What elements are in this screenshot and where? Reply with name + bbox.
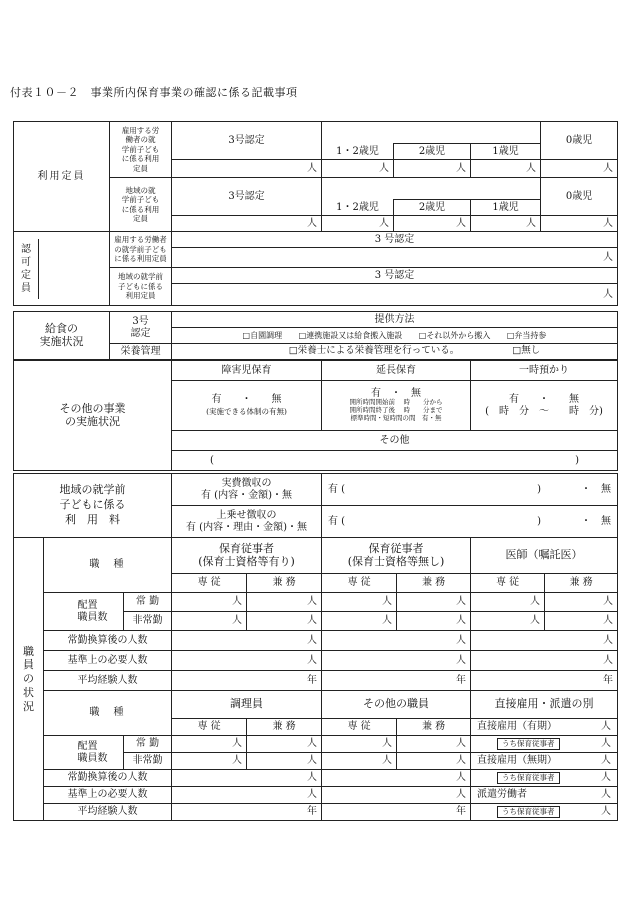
- nnq-fulltime-header: 専 従: [322, 574, 397, 593]
- os-required[interactable]: 人: [322, 787, 471, 804]
- doc-ft-part[interactable]: 人: [471, 612, 545, 631]
- nutrition-options: [172, 344, 618, 360]
- doc-cc-regular[interactable]: 人: [545, 593, 618, 612]
- capacity-local-label: 地域の就 学前子ども に係る利用 定員: [110, 178, 172, 232]
- cap-emp-age1[interactable]: 人: [471, 160, 541, 178]
- nq-required[interactable]: 人: [172, 651, 322, 671]
- age1-header-local: 1歳児: [471, 200, 541, 216]
- cook-concurrent-header: 兼 務: [247, 719, 322, 736]
- staff-label: 職 員 の 状 況: [14, 538, 44, 821]
- nq-ft-part[interactable]: 人: [172, 612, 247, 631]
- nnq-ft-regular[interactable]: 人: [322, 593, 397, 612]
- part-label-2: 非常勤: [124, 753, 172, 770]
- cap-loc-age1[interactable]: 人: [471, 216, 541, 232]
- nnq-cc-regular[interactable]: 人: [397, 593, 471, 612]
- placement-label: 配置 職員数: [76, 593, 124, 631]
- job-type-header-2: 職 種: [44, 691, 172, 736]
- extended-care-cell[interactable]: 有 ・ 無 開所時間開始前 時 分から 開所時間終了後 時 分まで 標準時間・短時間の間 有・無: [322, 381, 471, 431]
- regular-label: 常 勤: [124, 593, 172, 612]
- experience-label-2: 平均経験人数: [44, 804, 172, 821]
- option-partner-facility[interactable]: □連携施設又は給食搬入施設: [298, 330, 403, 340]
- cap-emp-age12[interactable]: 人: [322, 160, 394, 178]
- required-label-2: 基準上の必要人数: [44, 787, 172, 804]
- nnq-experience[interactable]: 年: [322, 671, 471, 691]
- cook-header: 調理員: [172, 691, 322, 719]
- cert3-header: 3号認定: [172, 122, 322, 160]
- cook-cc-regular[interactable]: 人: [247, 736, 322, 753]
- cap-loc-age12[interactable]: 人: [322, 216, 394, 232]
- direct-fixed-nurse-row[interactable]: うち保育従事者 人: [471, 736, 618, 753]
- cook-experience[interactable]: 年: [172, 804, 322, 821]
- meals-method-header: 提供方法: [172, 312, 618, 328]
- cap-emp-age2[interactable]: 人: [394, 160, 471, 178]
- age12-header-local: 1・2歳児: [322, 200, 394, 216]
- approved-loc-value[interactable]: 人: [172, 284, 618, 306]
- direct-fixed-row[interactable]: 直接雇用（有期） 人: [471, 719, 618, 736]
- nq-experience[interactable]: 年: [172, 671, 322, 691]
- os-concurrent-header: 兼 務: [397, 719, 471, 736]
- nurse-unqualified-header: 保育従事者 (保育士資格等無し): [322, 538, 471, 574]
- converted-label-2: 常勤換算後の人数: [44, 770, 172, 787]
- doc-cc-part[interactable]: 人: [545, 612, 618, 631]
- age2-header-local: 2歳児: [394, 200, 471, 216]
- doc-required[interactable]: 人: [471, 651, 618, 671]
- capacity-employee-label: 雇用する労 働者の就 学前子ども に係る利用 定員: [110, 122, 172, 178]
- other-business-label: その他の事業 の実施状況: [14, 361, 172, 471]
- os-experience[interactable]: 年: [322, 804, 471, 821]
- other-other-input[interactable]: ( ): [172, 451, 618, 471]
- capacity-table: [13, 121, 618, 306]
- temporary-care-header: 一時預かり: [471, 361, 618, 381]
- age2-header: 2歳児: [394, 144, 471, 160]
- os-ft-regular[interactable]: 人: [322, 736, 397, 753]
- cap-loc-age0[interactable]: 人: [541, 216, 618, 232]
- other-other-header: その他: [172, 431, 618, 451]
- cap-loc-cert3[interactable]: 人: [172, 216, 322, 232]
- job-type-header: 職 種: [44, 538, 172, 593]
- nnq-ft-part[interactable]: 人: [322, 612, 397, 631]
- cook-cc-part[interactable]: 人: [247, 753, 322, 770]
- option-other-delivery[interactable]: □それ以外から搬入: [418, 330, 491, 340]
- meals-label: 給食の 実施状況: [14, 312, 110, 360]
- fee-table: [13, 473, 618, 538]
- capacity-label: 利用定員: [14, 122, 110, 232]
- approved-emp-value[interactable]: 人: [172, 248, 618, 268]
- age0-header: 0歳児: [541, 122, 618, 160]
- doctor-header: 医師（嘱託医）: [471, 538, 618, 574]
- option-own-kitchen[interactable]: □自園調理: [242, 330, 283, 340]
- nnq-cc-part[interactable]: 人: [397, 612, 471, 631]
- os-cc-regular[interactable]: 人: [397, 736, 471, 753]
- page-title: 付表１０－２ 事業所内保育事業の確認に係る記載事項: [10, 86, 298, 99]
- dispatch-row[interactable]: 派遣労働者 人: [471, 787, 618, 804]
- fee-label: 地域の就学前 子どもに係る 利 用 料: [14, 474, 172, 538]
- nutrition-label: 栄養管理: [110, 344, 172, 360]
- direct-dispatch-header: 直接雇用・派遣の別: [471, 691, 618, 719]
- staff-table: [13, 537, 618, 821]
- cap-loc-age2[interactable]: 人: [394, 216, 471, 232]
- extra-fee-label: 上乗せ徴収の 有 (内容・理由・金額)・無: [172, 506, 322, 538]
- required-label: 基準上の必要人数: [44, 651, 172, 671]
- nq-converted[interactable]: 人: [172, 631, 322, 651]
- os-ft-part[interactable]: 人: [322, 753, 397, 770]
- doc-converted[interactable]: 人: [471, 631, 618, 651]
- converted-label: 常勤換算後の人数: [44, 631, 172, 651]
- approved-label: 認 可 定 員: [14, 232, 110, 306]
- placement-label-2: 配置 職員数: [76, 736, 124, 770]
- doc-fulltime-header: 専 従: [471, 574, 545, 593]
- nnq-required[interactable]: 人: [322, 651, 471, 671]
- age0-header-local: 0歳児: [541, 178, 618, 216]
- nq-ft-regular[interactable]: 人: [172, 593, 247, 612]
- doc-ft-regular[interactable]: 人: [471, 593, 545, 612]
- other-staff-header: その他の職員: [322, 691, 471, 719]
- nnq-converted[interactable]: 人: [322, 631, 471, 651]
- option-nutritionist[interactable]: □栄養士による栄養管理を行っている。: [288, 345, 460, 357]
- actual-cost-input[interactable]: 有 ( ) ・ 無: [322, 474, 618, 506]
- nnq-concurrent-header: 兼 務: [397, 574, 471, 593]
- cook-ft-regular[interactable]: 人: [172, 736, 247, 753]
- approved-employee-label: 雇用する労働者 の就学前子ども に係る利用定員: [110, 232, 172, 268]
- nq-cc-part[interactable]: 人: [247, 612, 322, 631]
- cook-converted[interactable]: 人: [172, 770, 322, 787]
- meals-table: [13, 311, 618, 360]
- age12-header: 1・2歳児: [322, 144, 394, 160]
- doc-concurrent-header: 兼 務: [545, 574, 618, 593]
- regular-label-2: 常 勤: [124, 736, 172, 753]
- nq-concurrent-header: 兼 務: [247, 574, 322, 593]
- cap-emp-cert3[interactable]: 人: [172, 160, 322, 178]
- option-nutrition-none[interactable]: □無し: [512, 345, 541, 357]
- other-business-table: [13, 360, 618, 471]
- os-fulltime-header: 専 従: [322, 719, 397, 736]
- age1-header: 1歳児: [471, 144, 541, 160]
- cook-required[interactable]: 人: [172, 787, 322, 804]
- disabled-care-header: 障害児保育: [172, 361, 322, 381]
- meals-options: [172, 328, 618, 344]
- cap-emp-age0[interactable]: 人: [541, 160, 618, 178]
- nq-fulltime-header: 専 従: [172, 574, 247, 593]
- extra-fee-input[interactable]: 有 ( ) ・ 無: [322, 506, 618, 538]
- actual-cost-label: 実費徴収の 有 (内容・金額)・無: [172, 474, 322, 506]
- experience-label: 平均経験人数: [44, 671, 172, 691]
- disabled-care-cell[interactable]: 有 ・ 無 (実施できる体制の有無): [172, 381, 322, 431]
- os-cc-part[interactable]: 人: [397, 753, 471, 770]
- os-converted[interactable]: 人: [322, 770, 471, 787]
- cert3-header-local: 3号認定: [172, 178, 322, 216]
- doc-experience[interactable]: 年: [471, 671, 618, 691]
- extended-care-header: 延長保育: [322, 361, 471, 381]
- cook-ft-part[interactable]: 人: [172, 753, 247, 770]
- dispatch-nurse-row[interactable]: うち保育従事者 人: [471, 804, 618, 821]
- meals-cert3-label: 3号 認定: [110, 312, 172, 344]
- approved-cert3-header-local: 3 号認定: [172, 268, 618, 284]
- nq-cc-regular[interactable]: 人: [247, 593, 322, 612]
- direct-open-nurse-row[interactable]: うち保育従事者 人: [471, 770, 618, 787]
- option-packed-lunch[interactable]: □弁当持参: [506, 330, 547, 340]
- nurse-qualified-header: 保育従事者 (保育士資格等有り): [172, 538, 322, 574]
- approved-cert3-header: 3 号認定: [172, 232, 618, 248]
- part-label: 非常勤: [124, 612, 172, 631]
- cook-fulltime-header: 専 従: [172, 719, 247, 736]
- direct-open-row[interactable]: 直接雇用（無期） 人: [471, 753, 618, 770]
- temporary-care-cell[interactable]: 有 ・ 無 ( 時 分 ～ 時 分): [471, 381, 618, 431]
- approved-local-label: 地域の就学前 子どもに係る 利用定員: [110, 268, 172, 306]
